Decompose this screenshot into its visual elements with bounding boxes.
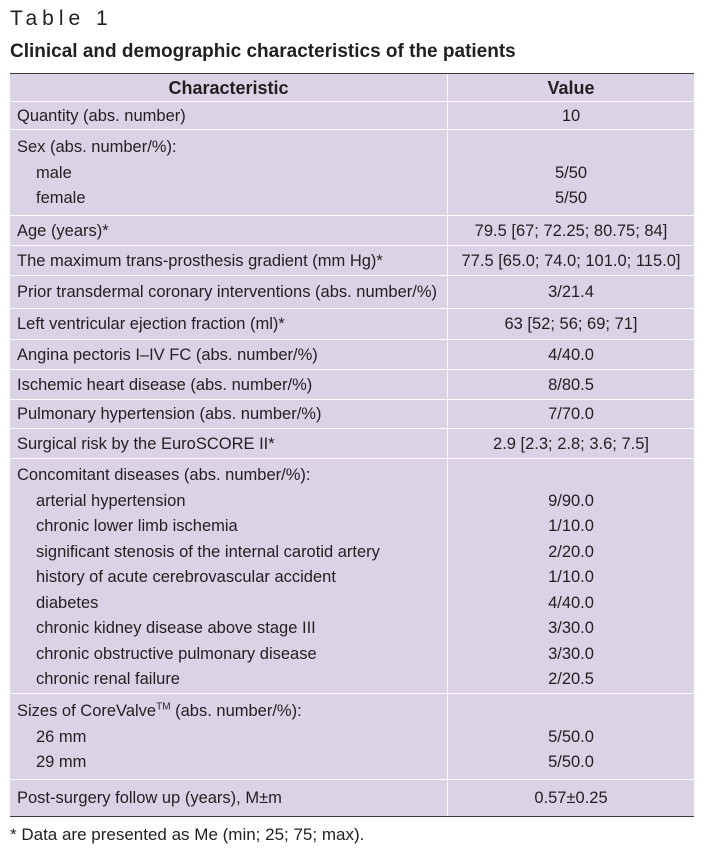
row-value: 10 — [561, 107, 581, 125]
row-sublabel: chronic kidney disease above stage III — [36, 619, 316, 637]
table-row-sizes — [10, 694, 694, 780]
row-label: Quantity (abs. number) — [17, 107, 186, 125]
table-row-angina — [10, 340, 694, 370]
table-footnote: * Data are presented as Me (min; 25; 75; max). — [10, 825, 365, 844]
table-header-row — [10, 74, 694, 102]
row-label-group — [17, 463, 442, 693]
row-value: 5/50.0 — [548, 753, 594, 771]
table-row-followup — [10, 780, 694, 816]
table-row-lvef — [10, 309, 694, 340]
row-value: 4/40.0 — [548, 346, 594, 364]
row-label — [17, 699, 442, 725]
row-sublabel: male — [36, 163, 72, 182]
row-value-group — [448, 463, 694, 693]
row-sublabel: female — [36, 189, 86, 207]
row-value: 1/10.0 — [548, 517, 594, 535]
row-sublabel: arterial hypertension — [36, 491, 186, 510]
row-value: 77.5 [65.0; 74.0; 101.0; 115.0] — [461, 252, 681, 270]
row-label: Left ventricular ejection fraction (ml)* — [17, 315, 285, 333]
row-label: Post-surgery follow up (years), M±m — [17, 789, 282, 807]
row-value: 1/10.0 — [548, 568, 594, 586]
table-row-gradient — [10, 246, 694, 276]
table-row-ihd — [10, 370, 694, 400]
row-sublabel: chronic obstructive pulmonary disease — [36, 644, 317, 663]
row-label-suffix: (abs. number/%): — [170, 702, 302, 720]
row-sublabel: chronic lower limb ischemia — [36, 517, 238, 535]
row-label: Prior transdermal coronary interventions (abs. number/%) — [17, 283, 438, 301]
row-value: 3/21.4 — [548, 283, 594, 301]
row-value-group — [448, 135, 694, 212]
row-label: Concomitant diseases (abs. number/%): — [17, 466, 311, 484]
row-value-group — [448, 699, 694, 776]
row-label: Pulmonary hypertension (abs. number/%) — [17, 405, 322, 423]
row-value: 3/30.0 — [548, 619, 594, 637]
row-sublabel: chronic renal failure — [36, 670, 180, 688]
row-label: Angina pectoris I–IV FC (abs. number/%) — [17, 346, 318, 364]
data-table — [10, 73, 694, 817]
row-label-group — [17, 699, 442, 776]
row-value: 2.9 [2.3; 2.8; 3.6; 7.5] — [493, 435, 649, 453]
row-value: 5/50 — [554, 163, 588, 182]
row-value: 4/40.0 — [548, 593, 594, 612]
row-value: 79.5 [67; 72.25; 80.75; 84] — [474, 222, 668, 240]
row-label-prefix: Sizes of CoreValve — [17, 702, 157, 720]
row-value: 9/90.0 — [548, 491, 594, 510]
row-value: 63 [52; 56; 69; 71] — [504, 315, 638, 333]
row-sublabel: 26 mm — [36, 727, 87, 746]
row-label: The maximum trans-prosthesis gradient (mm Hg)* — [17, 252, 383, 270]
row-value: 2/20.0 — [548, 542, 594, 561]
row-value: 3/30.0 — [548, 644, 594, 663]
table-row-quantity — [10, 102, 694, 130]
row-sublabel: 29 mm — [36, 753, 87, 771]
table-row-pci — [10, 276, 694, 309]
trademark-superscript: TM — [156, 701, 171, 713]
row-sublabel: diabetes — [36, 593, 99, 612]
table-row-ph — [10, 400, 694, 429]
table-row-euroscore — [10, 429, 694, 459]
header-value: Value — [547, 78, 595, 98]
row-label: Sex (abs. number/%): — [17, 138, 177, 156]
row-value: 2/20.5 — [548, 670, 594, 688]
row-label: Age (years)* — [17, 222, 109, 240]
row-label: Ischemic heart disease (abs. number/%) — [17, 376, 313, 394]
table-row-sex — [10, 130, 694, 216]
row-value: 5/50.0 — [548, 727, 594, 746]
row-label-group — [17, 135, 442, 212]
row-label: Surgical risk by the EuroSCORE II* — [17, 435, 275, 453]
table-row-age — [10, 216, 694, 246]
row-value: 5/50 — [554, 189, 588, 207]
row-value: 8/80.5 — [548, 376, 594, 394]
row-value: 0.57±0.25 — [534, 789, 608, 807]
table-title: Clinical and demographic characteristics of the patients — [10, 41, 516, 62]
row-value: 7/70.0 — [548, 405, 594, 423]
table-row-concomitant — [10, 459, 694, 694]
header-characteristic: Characteristic — [168, 78, 289, 98]
table-label: Table 1 — [10, 7, 113, 30]
row-sublabel: history of acute cerebrovascular accident — [36, 568, 336, 586]
row-sublabel: significant stenosis of the internal carotid artery — [36, 542, 380, 561]
